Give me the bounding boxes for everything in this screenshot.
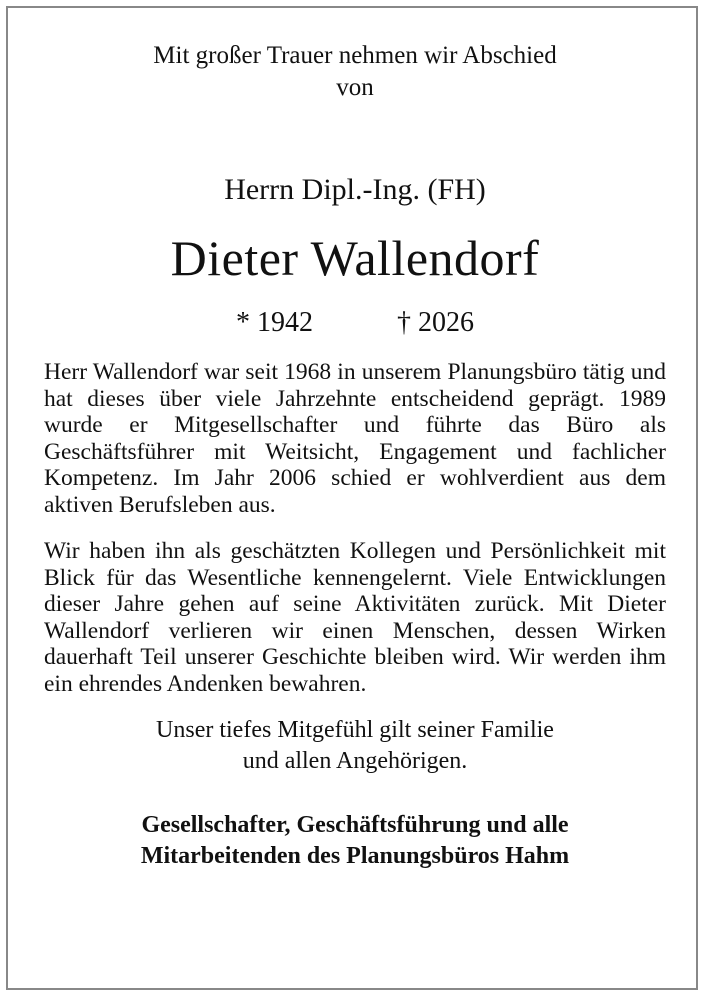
obituary-notice [44,40,666,872]
sympathy-block [44,715,666,777]
death-year: † 2026 [397,307,474,338]
tribute-paragraph: Wir haben ihn als geschätzten Kollegen und Persönlichkeit mit Blick für das Wesentliche kennengelernt. Viele Entwicklungen dieser Jahre gehen auf seine Aktivitäten zurück. Mit Dieter Wallendorf verlieren wir einen Menschen, dessen Wirken dauerhaft Teil unserer Geschichte bleiben wird. Wir werden ihm ein ehrendes Andenken bewahren. [44,538,666,697]
intro-line-1: Mit großer Trauer nehmen wir Abschied [153,42,557,69]
career-paragraph: Herr Wallendorf war seit 1968 in unserem Planungsbüro tätig und hat dieses über viele Jahrzehnte entscheidend geprägt. 1989 wurde er Mitgesellschafter und führte das Büro als Geschäftsführer mit Weitsicht, Engagement und fachlicher Kompetenz. Im Jahr 2006 schied er wohlverdient aus dem aktiven Berufsleben aus. [44,359,666,518]
honorific-title: Herrn Dipl.-Ing. (FH) [224,173,486,206]
signature-block [44,810,666,872]
deceased-name: Dieter Wallendorf [170,230,540,286]
sympathy-line-1: Unser tiefes Mitgefühl gilt seiner Familie [156,717,554,743]
sympathy-line-2: und allen Angehörigen. [242,748,468,774]
birth-year: * 1942 [236,307,313,338]
signature-line-2: Mitarbeitenden des Planungsbüros Hahm [140,843,570,869]
life-dates [44,306,666,340]
signature-line-1: Gesellschafter, Geschäftsführung und alle [141,812,569,838]
intro-block [44,40,666,104]
intro-line-2: von [336,74,374,101]
